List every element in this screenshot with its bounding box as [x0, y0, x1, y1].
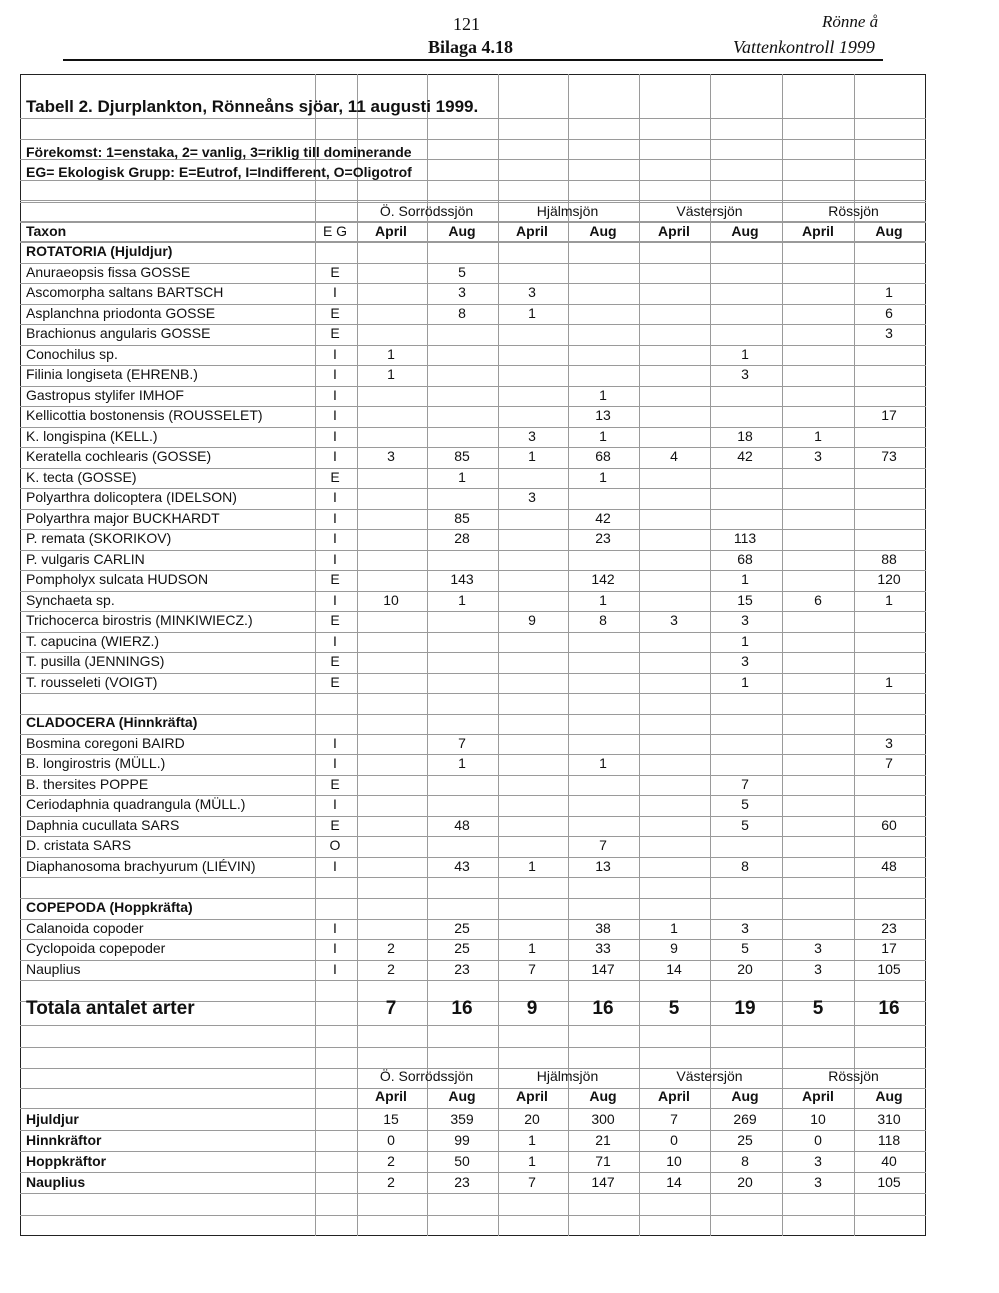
count-cell: 13: [595, 407, 611, 423]
count-cell: 3: [528, 284, 536, 300]
count-cell: 8: [741, 857, 749, 874]
count-cell: 18: [737, 427, 753, 444]
header-river-name: Rönne å: [822, 12, 879, 31]
top-lake-header: Hjälmsjön: [536, 203, 599, 219]
eco-group: I: [333, 755, 337, 771]
summary-month-header: Aug: [589, 1088, 617, 1104]
summary-cell: 310: [877, 1111, 901, 1127]
eco-group: O: [329, 837, 341, 853]
grid-row-line: [20, 1215, 926, 1216]
summary-label: Hoppkräftor: [26, 1153, 107, 1169]
summary-cell: 20: [524, 1111, 540, 1127]
total-cell: 16: [878, 998, 900, 1019]
taxon-name: P. remata (SKORIKOV): [26, 530, 172, 546]
eco-group: E: [330, 612, 340, 628]
summary-cell: 1: [528, 1132, 536, 1148]
taxon-name: Trichocerca birostris (MINKIWIECZ.): [26, 612, 253, 628]
count-cell: 113: [733, 530, 757, 546]
count-cell: 1: [599, 386, 607, 403]
count-cell: 88: [881, 550, 897, 567]
summary-cell: 105: [877, 1174, 901, 1190]
count-cell: 7: [528, 960, 536, 977]
summary-cell: 0: [670, 1132, 678, 1148]
eco-group: I: [333, 448, 337, 464]
top-month-header: April: [375, 223, 407, 239]
grid-row-line: [20, 919, 926, 920]
summary-cell: 0: [387, 1132, 395, 1148]
grid-column-line: [710, 74, 711, 1236]
taxon-name: Anuraeopsis fissa GOSSE: [26, 263, 191, 280]
taxon-name: Pompholyx sulcata HUDSON: [26, 571, 209, 587]
count-cell: 3: [814, 448, 822, 464]
taxon-name: Synchaeta sp.: [26, 591, 115, 608]
count-cell: 43: [454, 857, 470, 874]
summary-cell: 2: [387, 1174, 395, 1190]
count-cell: 1: [387, 366, 395, 382]
summary-cell: 40: [881, 1153, 897, 1169]
count-cell: 6: [885, 304, 893, 321]
grid-column-line: [427, 74, 428, 1236]
count-cell: 143: [450, 571, 474, 587]
count-cell: 9: [670, 940, 678, 956]
eco-group: I: [333, 345, 337, 362]
count-cell: 14: [666, 960, 682, 977]
count-cell: 48: [454, 816, 470, 833]
count-cell: 3: [670, 612, 678, 628]
summary-month-header: April: [375, 1088, 407, 1104]
grid-row-line: [20, 775, 926, 776]
grid-row-line: [20, 1151, 926, 1152]
legend-occurrence: Förekomst: 1=enstaka, 2= vanlig, 3=riklig till dominerande: [26, 144, 412, 160]
taxon-name: Conochilus sp.: [26, 345, 118, 362]
total-cell: 19: [734, 998, 756, 1019]
taxon-name: D. cristata SARS: [26, 837, 132, 853]
summary-cell: 147: [591, 1174, 615, 1190]
count-cell: 60: [881, 816, 897, 833]
taxon-name: Nauplius: [26, 960, 81, 977]
eco-group: I: [333, 407, 337, 423]
summary-lake-header: Hjälmsjön: [536, 1068, 599, 1084]
count-cell: 1: [458, 755, 466, 771]
count-cell: 2: [387, 940, 395, 956]
grid-row-line: [20, 836, 926, 837]
summary-cell: 300: [591, 1111, 615, 1127]
count-cell: 1: [599, 591, 607, 608]
count-cell: 68: [595, 448, 611, 464]
count-cell: 13: [595, 857, 611, 874]
summary-cell: 20: [737, 1174, 753, 1190]
summary-lake-header: Västersjön: [676, 1068, 743, 1084]
taxon-name: P. vulgaris CARLIN: [26, 550, 145, 567]
summary-month-header: April: [516, 1088, 548, 1104]
count-cell: 48: [881, 857, 897, 874]
eco-group: I: [333, 960, 337, 977]
eco-group: I: [333, 550, 337, 567]
grid-row-line: [20, 960, 926, 961]
count-cell: 10: [383, 591, 399, 608]
summary-cell: 71: [595, 1153, 611, 1169]
eco-group: I: [333, 366, 337, 382]
eg-column-header: E G: [322, 223, 348, 239]
taxon-name: Asplanchna priodonta GOSSE: [26, 304, 216, 321]
summary-cell: 1: [528, 1153, 536, 1169]
taxon-name: Polyarthra dolicoptera (IDELSON): [26, 489, 237, 505]
top-month-header: April: [802, 223, 834, 239]
summary-cell: 3: [814, 1153, 822, 1169]
count-cell: 23: [881, 919, 897, 936]
header-report-name: Vattenkontroll 1999: [733, 37, 875, 57]
count-cell: 3: [741, 653, 749, 669]
top-lake-header: Västersjön: [676, 203, 743, 219]
count-cell: 20: [737, 960, 753, 977]
top-month-header: April: [516, 223, 548, 239]
grid-column-line: [315, 74, 316, 1236]
group-heading: COPEPODA (Hoppkräfta): [26, 899, 193, 915]
count-cell: 73: [881, 448, 897, 464]
count-cell: 1: [885, 591, 893, 608]
grid-row-line: [20, 550, 926, 551]
summary-cell: 50: [454, 1153, 470, 1169]
summary-cell: 2: [387, 1153, 395, 1169]
grid-row-line: [20, 118, 926, 119]
taxon-name: B. longirostris (MÜLL.): [26, 755, 166, 771]
count-cell: 38: [595, 919, 611, 936]
top-lake-header: Rössjön: [828, 203, 879, 219]
count-cell: 3: [528, 489, 536, 505]
count-cell: 7: [458, 734, 466, 751]
top-lake-header: Ö. Sorrödssjön: [379, 203, 474, 219]
legend-ecological-group: EG= Ekologisk Grupp: E=Eutrof, I=Indifferent, O=Oligotrof: [26, 164, 412, 180]
summary-month-header: April: [658, 1088, 690, 1104]
count-cell: 5: [741, 796, 749, 812]
eco-group: I: [333, 530, 337, 546]
count-cell: 42: [595, 509, 611, 526]
count-cell: 3: [528, 427, 536, 444]
eco-group: I: [333, 284, 337, 300]
taxon-name: Ceriodaphnia quadrangula (MÜLL.): [26, 796, 246, 812]
total-cell: 5: [812, 998, 824, 1019]
totals-label: Totala antalet arter: [26, 998, 195, 1019]
count-cell: 3: [458, 284, 466, 300]
count-cell: 120: [877, 571, 901, 587]
eco-group: E: [330, 304, 340, 321]
taxon-column-header: Taxon: [26, 223, 67, 239]
count-cell: 1: [741, 673, 749, 690]
summary-cell: 15: [383, 1111, 399, 1127]
count-cell: 25: [454, 940, 470, 956]
eco-group: I: [333, 591, 337, 608]
count-cell: 85: [454, 509, 470, 526]
count-cell: 1: [387, 345, 395, 362]
count-cell: 7: [599, 837, 607, 853]
grid-row-line: [20, 1172, 926, 1173]
total-cell: 7: [385, 998, 397, 1019]
count-cell: 8: [599, 612, 607, 628]
grid-row-line: [20, 693, 926, 694]
eco-group: I: [333, 940, 337, 956]
eco-group: E: [330, 325, 340, 341]
eco-group: I: [333, 857, 337, 874]
count-cell: 42: [737, 448, 753, 464]
grid-row-line: [20, 200, 926, 201]
count-cell: 2: [387, 960, 395, 977]
count-cell: 147: [591, 960, 615, 977]
grid-row-line: [20, 1130, 926, 1131]
count-cell: 1: [741, 345, 749, 362]
eco-group: I: [333, 509, 337, 526]
page-number: 121: [453, 14, 480, 34]
count-cell: 3: [741, 366, 749, 382]
taxon-name: Brachionus angularis GOSSE: [26, 325, 211, 341]
eco-group: I: [333, 796, 337, 812]
count-cell: 1: [599, 755, 607, 771]
total-cell: 16: [451, 998, 473, 1019]
count-cell: 15: [737, 591, 753, 608]
taxon-name: Filinia longiseta (EHRENB.): [26, 366, 198, 382]
count-cell: 4: [670, 448, 678, 464]
grid-column-line: [854, 74, 855, 1236]
taxon-name: T. capucina (WIERZ.): [26, 632, 160, 649]
taxon-name: Cyclopoida copepoder: [26, 940, 166, 956]
summary-cell: 7: [528, 1174, 536, 1190]
taxon-name: Calanoida copoder: [26, 919, 144, 936]
count-cell: 85: [454, 448, 470, 464]
taxon-name: Gastropus stylifer IMHOF: [26, 386, 184, 403]
count-cell: 23: [595, 530, 611, 546]
taxon-name: Diaphanosoma brachyurum (LIÉVIN): [26, 857, 256, 874]
taxon-name: Bosmina coregoni BAIRD: [26, 734, 185, 751]
eco-group: E: [330, 816, 340, 833]
taxon-name: Ascomorpha saltans BARTSCH: [26, 284, 224, 300]
count-cell: 105: [877, 960, 901, 977]
table-title: Tabell 2. Djurplankton, Rönneåns sjöar, 11 augusti 1999.: [26, 97, 479, 116]
summary-label: Nauplius: [26, 1174, 86, 1190]
count-cell: 1: [458, 468, 466, 485]
count-cell: 3: [387, 448, 395, 464]
eco-group: I: [333, 632, 337, 649]
summary-cell: 23: [454, 1174, 470, 1190]
summary-cell: 25: [737, 1132, 753, 1148]
summary-label: Hinnkräftor: [26, 1132, 102, 1148]
grid-row-line: [20, 468, 926, 469]
summary-month-header: Aug: [448, 1088, 476, 1104]
count-cell: 142: [591, 571, 615, 587]
count-cell: 7: [885, 755, 893, 771]
grid-column-line: [357, 74, 358, 1236]
count-cell: 3: [741, 919, 749, 936]
top-month-header: Aug: [448, 223, 476, 239]
grid-column-line: [498, 74, 499, 1236]
appendix-label: Bilaga 4.18: [428, 37, 514, 57]
taxon-name: Keratella cochlearis (GOSSE): [26, 448, 212, 464]
count-cell: 1: [885, 284, 893, 300]
taxon-name: B. thersites POPPE: [26, 775, 149, 792]
grid-row-line: [20, 139, 926, 140]
top-month-header: April: [658, 223, 690, 239]
eco-group: I: [333, 489, 337, 505]
count-cell: 1: [741, 632, 749, 649]
summary-cell: 118: [877, 1132, 901, 1148]
count-cell: 1: [814, 427, 822, 444]
summary-cell: 14: [666, 1174, 682, 1190]
eco-group: E: [330, 673, 340, 690]
summary-cell: 269: [733, 1111, 757, 1127]
summary-month-header: Aug: [731, 1088, 759, 1104]
summary-cell: 10: [810, 1111, 826, 1127]
eco-group: E: [330, 263, 340, 280]
taxon-name: K. longispina (KELL.): [26, 427, 158, 444]
count-cell: 9: [528, 612, 536, 628]
count-cell: 3: [741, 612, 749, 628]
grid-row-line: [20, 980, 926, 981]
grid-row-line: [20, 1047, 926, 1048]
summary-month-header: Aug: [875, 1088, 903, 1104]
summary-cell: 0: [814, 1132, 822, 1148]
count-cell: 1: [528, 304, 536, 321]
taxon-name: Polyarthra major BUCKHARDT: [26, 509, 220, 526]
summary-month-header: April: [802, 1088, 834, 1104]
summary-cell: 7: [670, 1111, 678, 1127]
header-rule: [63, 59, 883, 61]
summary-cell: 21: [595, 1132, 611, 1148]
count-cell: 1: [528, 857, 536, 874]
taxon-name: Kellicottia bostonensis (ROUSSELET): [26, 407, 263, 423]
top-month-header: Aug: [875, 223, 903, 239]
total-cell: 9: [526, 998, 538, 1019]
count-cell: 28: [454, 530, 470, 546]
summary-label: Hjuldjur: [26, 1111, 79, 1127]
grid-row-line: [20, 345, 926, 346]
count-cell: 6: [814, 591, 822, 608]
eco-group: E: [330, 468, 340, 485]
eco-group: E: [330, 653, 340, 669]
group-heading: ROTATORIA (Hjuldjur): [26, 243, 173, 259]
summary-cell: 359: [450, 1111, 474, 1127]
count-cell: 5: [741, 940, 749, 956]
count-cell: 3: [814, 960, 822, 977]
group-heading: CLADOCERA (Hinnkräfta): [26, 714, 198, 730]
eco-group: I: [333, 919, 337, 936]
eco-group: I: [333, 386, 337, 403]
top-month-header: Aug: [589, 223, 617, 239]
summary-cell: 3: [814, 1174, 822, 1190]
count-cell: 1: [528, 448, 536, 464]
eco-group: E: [330, 775, 340, 792]
grid-row-line: [20, 591, 926, 592]
summary-cell: 8: [741, 1153, 749, 1169]
taxon-name: K. tecta (GOSSE): [26, 468, 137, 485]
taxon-name: T. pusilla (JENNINGS): [26, 653, 165, 669]
count-cell: 17: [881, 940, 897, 956]
count-cell: 3: [814, 940, 822, 956]
grid-row-line: [20, 1193, 926, 1194]
grid-column-line: [639, 74, 640, 1236]
count-cell: 1: [670, 919, 678, 936]
count-cell: 1: [458, 591, 466, 608]
count-cell: 5: [741, 816, 749, 833]
taxon-name: Daphnia cucullata SARS: [26, 816, 180, 833]
eco-group: I: [333, 734, 337, 751]
count-cell: 1: [528, 940, 536, 956]
grid-row-line: [20, 1108, 926, 1109]
count-cell: 25: [454, 919, 470, 936]
grid-column-line: [782, 74, 783, 1236]
total-cell: 16: [592, 998, 614, 1019]
count-cell: 33: [595, 940, 611, 956]
count-cell: 17: [881, 407, 897, 423]
summary-cell: 10: [666, 1153, 682, 1169]
grid-column-line: [568, 74, 569, 1236]
count-cell: 7: [741, 775, 749, 792]
grid-row-line: [20, 1025, 926, 1026]
summary-cell: 99: [454, 1132, 470, 1148]
count-cell: 3: [885, 734, 893, 751]
count-cell: 1: [599, 468, 607, 485]
eco-group: I: [333, 427, 337, 444]
grid-row-line: [20, 877, 926, 878]
count-cell: 1: [741, 571, 749, 587]
total-cell: 5: [668, 998, 680, 1019]
summary-lake-header: Rössjön: [828, 1068, 879, 1084]
count-cell: 1: [599, 427, 607, 444]
summary-lake-header: Ö. Sorrödssjön: [379, 1068, 474, 1084]
taxon-name: T. rousseleti (VOIGT): [26, 673, 158, 690]
count-cell: 1: [885, 673, 893, 690]
top-month-header: Aug: [731, 223, 759, 239]
count-cell: 68: [737, 550, 753, 567]
count-cell: 5: [458, 263, 466, 280]
count-cell: 3: [885, 325, 893, 341]
count-cell: 8: [458, 304, 466, 321]
eco-group: E: [330, 571, 340, 587]
count-cell: 23: [454, 960, 470, 977]
